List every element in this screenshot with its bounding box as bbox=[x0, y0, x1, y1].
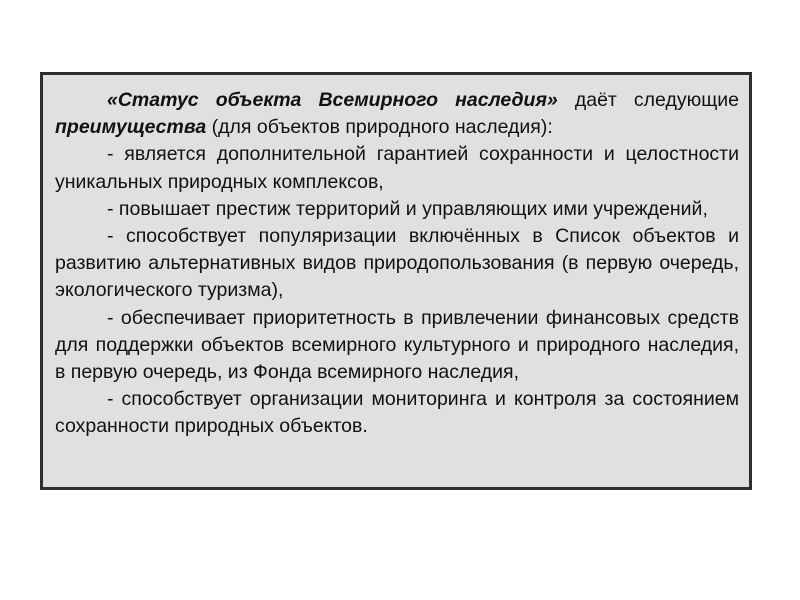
intro-paragraph bbox=[55, 87, 739, 141]
benefit-item: - способствует организации мониторинга и контроля за состоянием сохранности природных объектов. bbox=[55, 388, 739, 438]
status-title: «Статус объекта Всемирного наследия» bbox=[107, 89, 558, 111]
benefit-item: - повышает престиж территорий и управляющих ими учреждений, bbox=[107, 197, 708, 220]
benefit-item: - является дополнительной гарантией сохранности и целостности уникальных природных комплексов, bbox=[55, 143, 739, 193]
intro-text-tail: (для объектов природного наследия): bbox=[206, 116, 553, 139]
text-box bbox=[40, 72, 752, 490]
benefit-item: - обеспечивает приоритетность в привлечении финансовых средств для поддержки объектов всемирного культурного и природного наследия, в первую очередь, из Фонда всемирного наследия, bbox=[55, 306, 739, 384]
intro-text: даёт следующие bbox=[557, 89, 739, 111]
benefits-keyword: преимущества bbox=[55, 116, 207, 139]
benefit-item: - способствует популяризации включённых в Список объектов и развитию альтернативных видов природопользования (в первую очередь, экологического туризма), bbox=[55, 225, 739, 302]
